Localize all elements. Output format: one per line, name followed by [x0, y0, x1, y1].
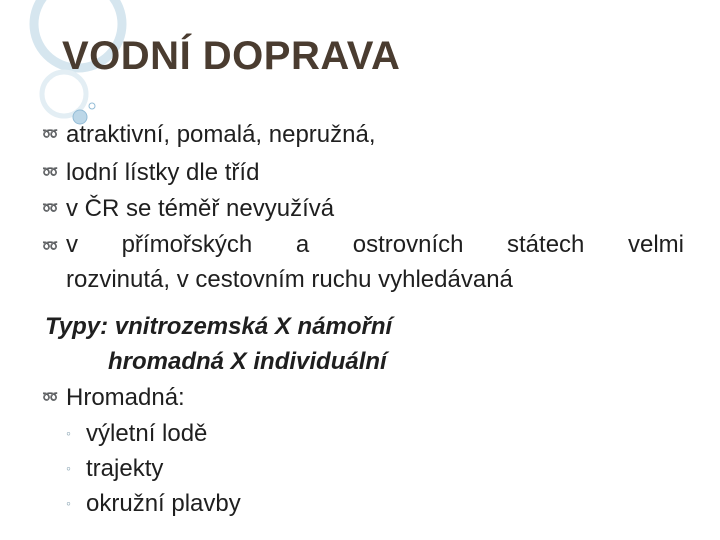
bullet-item: [42, 120, 376, 151]
sub-item-text: trajekty: [86, 455, 164, 482]
bullet-text: Hromadná:: [66, 384, 185, 411]
curved-bullet-icon: ➿: [42, 125, 59, 141]
bullet-continuation: rozvinutá, v cestovním ruchu vyhledávaná: [66, 266, 513, 293]
bullet-text: lodní lístky dle tříd: [66, 159, 260, 186]
circle-bullet-icon: ◦: [66, 425, 71, 441]
bullet-text: v ČR se téměř nevyužívá: [66, 195, 335, 222]
sub-list-item: [66, 490, 241, 518]
bullet-word: v: [66, 231, 78, 258]
slide-title: VODNÍ DOPRAVA: [62, 34, 401, 78]
bullet-word: velmi: [627, 231, 684, 258]
bullet-text: atraktivní, pomalá, nepružná,: [66, 121, 376, 148]
curved-bullet-icon: ➿: [42, 388, 59, 404]
curved-bullet-icon: ➿: [42, 199, 59, 215]
sub-item-text: okružní plavby: [86, 490, 241, 517]
circle-bullet-icon: ◦: [66, 460, 71, 476]
bullet-item: [42, 158, 259, 189]
sub-list-item: [66, 455, 163, 483]
types-line: Typy: vnitrozemská X námořní: [45, 313, 393, 340]
curved-bullet-icon: ➿: [42, 163, 59, 179]
circle-bullet-icon: ◦: [66, 495, 71, 511]
types-line: hromadná X individuální: [108, 348, 387, 375]
curved-bullet-icon: ➿: [42, 238, 59, 253]
bullet-word: státech: [507, 231, 585, 258]
sub-item-text: výletní lodě: [86, 420, 208, 447]
bullet-item: [42, 383, 185, 414]
bullet-item: [42, 194, 334, 225]
bullet-word: přímořských: [121, 231, 253, 258]
sub-list-item: [66, 420, 207, 448]
bullet-word: a: [295, 231, 310, 258]
bullet-item-wrapped: [42, 229, 684, 296]
bullet-word: ostrovních: [352, 231, 464, 258]
